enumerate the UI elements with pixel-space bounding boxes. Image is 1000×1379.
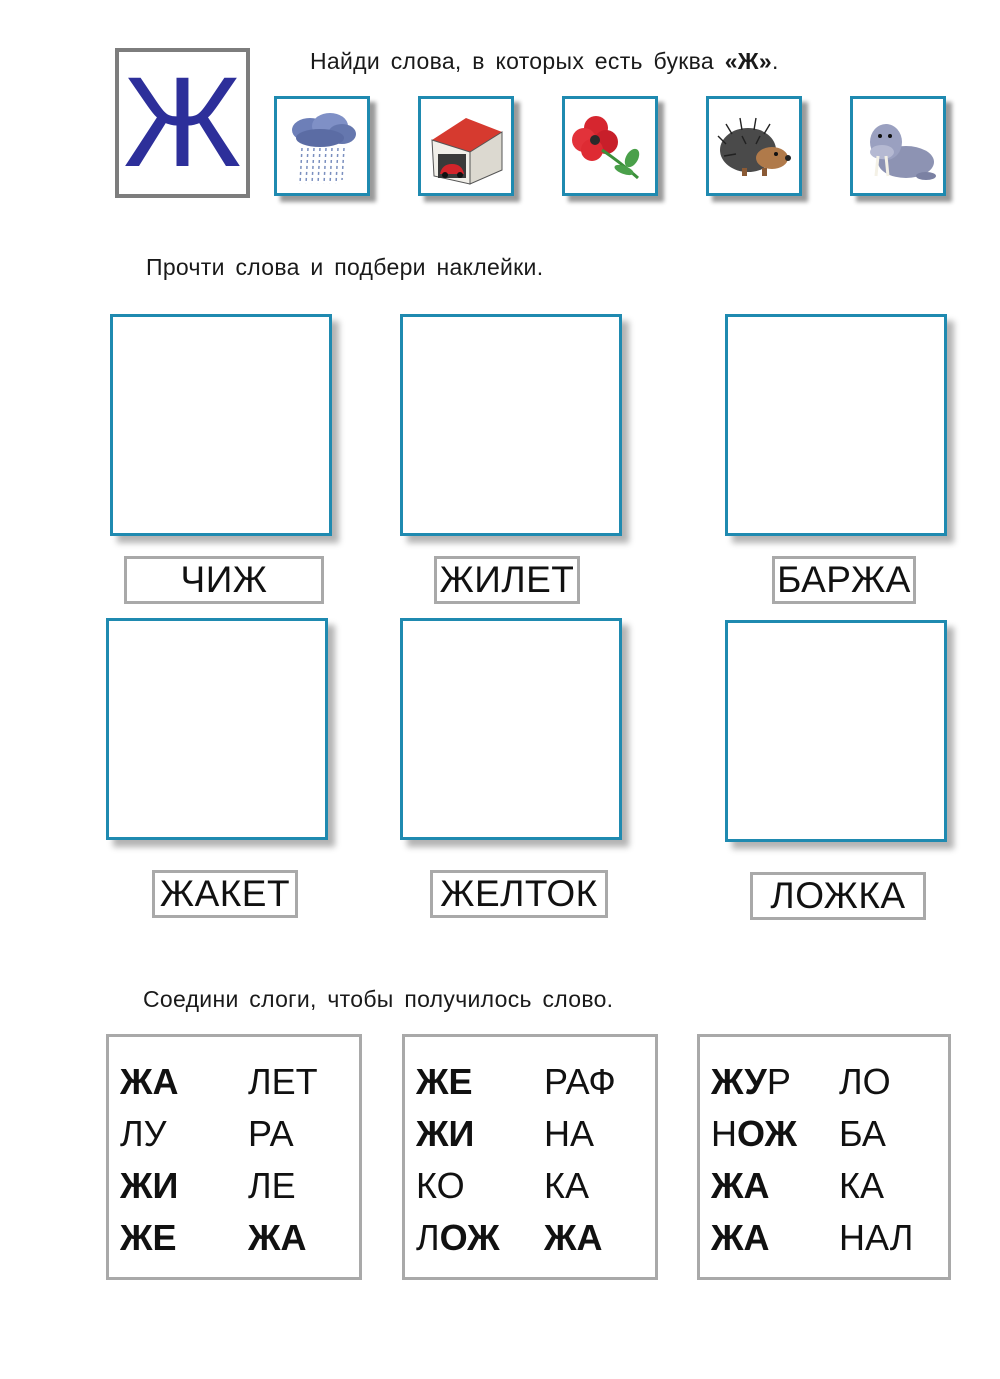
syllable-right[interactable]: РА xyxy=(248,1113,294,1154)
syllable-right[interactable]: НАЛ xyxy=(839,1217,914,1258)
word-label: ЖИЛЕТ xyxy=(434,556,580,604)
garage-car-icon xyxy=(424,104,508,188)
syllable-left[interactable]: ЛОЖ xyxy=(416,1217,500,1258)
word-label: ЖАКЕТ xyxy=(152,870,298,918)
picture-rain[interactable] xyxy=(274,96,370,196)
task-find-words xyxy=(310,48,779,75)
syllable-right[interactable]: ЖА xyxy=(544,1217,603,1258)
task-find-words-text: Найди слова, в которых есть буква xyxy=(310,48,725,74)
syllable-right[interactable]: ЛЕ xyxy=(248,1165,296,1206)
syllable-right[interactable]: ЛЕТ xyxy=(248,1061,318,1102)
syllable-left[interactable]: ЖА xyxy=(711,1165,770,1206)
syllable-left[interactable]: ЖА xyxy=(120,1061,179,1102)
sticker-slot-6[interactable] xyxy=(725,620,947,842)
word-label: ЧИЖ xyxy=(124,556,324,604)
syllable-right[interactable]: ЖА xyxy=(248,1217,307,1258)
picture-garage[interactable] xyxy=(418,96,514,196)
picture-poppy[interactable] xyxy=(562,96,658,196)
task-join-syllables: Соедини слоги, чтобы получилось слово. xyxy=(143,986,614,1012)
syllable-left[interactable]: ЖЕ xyxy=(120,1217,177,1258)
picture-walrus[interactable] xyxy=(850,96,946,196)
syllable-left[interactable]: ЛУ xyxy=(120,1113,167,1154)
syllable-right[interactable]: РАФ xyxy=(544,1061,616,1102)
syllable-right[interactable]: ЛО xyxy=(839,1061,891,1102)
syllable-right[interactable]: НА xyxy=(544,1113,595,1154)
syllable-left[interactable]: НОЖ xyxy=(711,1113,798,1154)
word-label: ЛОЖКА xyxy=(750,872,926,920)
syllable-right[interactable]: КА xyxy=(839,1165,884,1206)
hedgehog-icon xyxy=(712,104,796,188)
syllable-right[interactable]: КА xyxy=(544,1165,589,1206)
picture-hedgehog[interactable] xyxy=(706,96,802,196)
sticker-slot-5[interactable] xyxy=(400,618,622,840)
poppy-flower-icon xyxy=(568,104,652,188)
sticker-slot-4[interactable] xyxy=(106,618,328,840)
sticker-slot-2[interactable] xyxy=(400,314,622,536)
sticker-slot-1[interactable] xyxy=(110,314,332,536)
syllable-left[interactable]: ЖИ xyxy=(120,1165,179,1206)
syllable-left[interactable]: ЖА xyxy=(711,1217,770,1258)
syllable-left[interactable]: ЖУР xyxy=(711,1061,791,1102)
word-label: ЖЕЛТОК xyxy=(430,870,608,918)
task-find-words-suffix: . xyxy=(771,48,779,74)
rain-cloud-icon xyxy=(280,104,364,188)
syllable-right[interactable]: БА xyxy=(839,1113,886,1154)
sticker-slot-3[interactable] xyxy=(725,314,947,536)
task-letter-highlight: «Ж» xyxy=(724,48,772,74)
task-read-words: Прочти слова и подбери наклейки. xyxy=(146,254,544,280)
letter-card xyxy=(115,48,250,198)
big-letter: Ж xyxy=(123,51,242,194)
syllable-left[interactable]: КО xyxy=(416,1165,465,1206)
syllable-left[interactable]: ЖИ xyxy=(416,1113,475,1154)
word-label: БАРЖА xyxy=(772,556,916,604)
syllable-left[interactable]: ЖЕ xyxy=(416,1061,473,1102)
walrus-icon xyxy=(856,104,940,188)
